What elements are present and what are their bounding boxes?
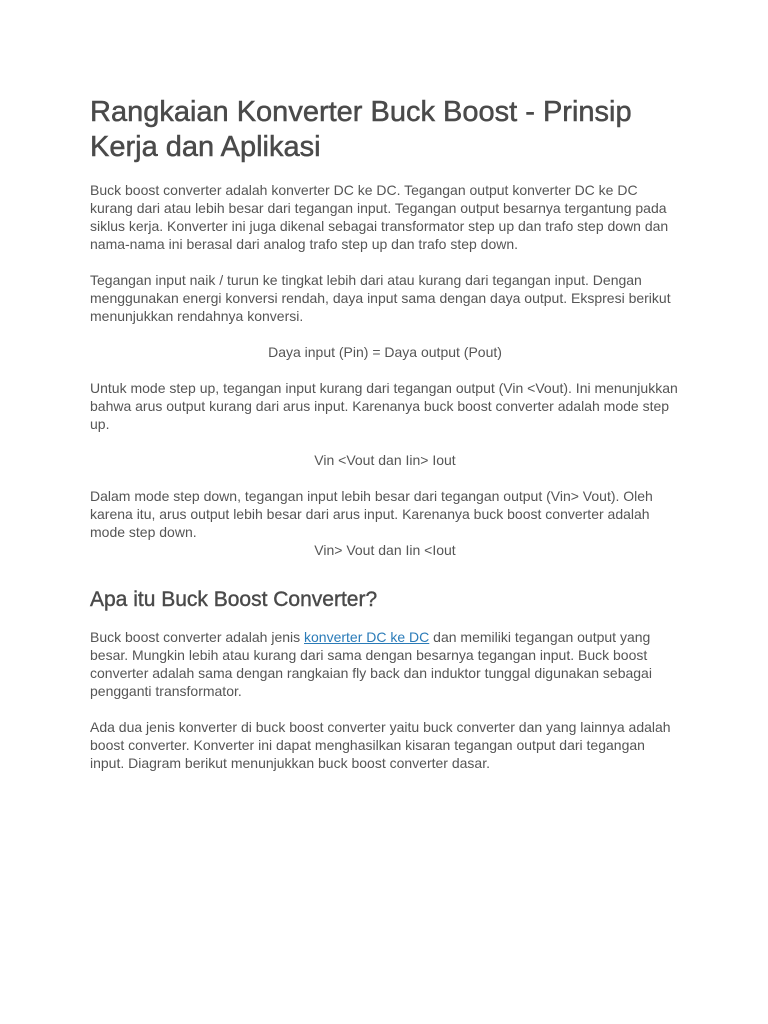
paragraph-step-down: Dalam mode step down, tegangan input lebih besar dari tegangan output (Vin> Vout). Oleh karena itu, arus output lebih besar dari arus input. Karenanya buck boost converter adalah mode step down. <box>90 488 653 540</box>
paragraph-input-output: Tegangan input naik / turun ke tingkat lebih dari atau kurang dari tegangan input. Dengan menggunakan energi konversi rendah, daya input sama dengan daya output. Ekspresi berikut menunjukkan rendahnya konversi. <box>90 272 671 324</box>
paragraph-definition <box>90 628 680 700</box>
article <box>90 95 680 790</box>
formula-power: Daya input (Pin) = Daya output (Pout) <box>268 344 502 360</box>
formula-step-down: Vin> Vout dan Iin <Iout <box>314 542 456 558</box>
page-title: Rangkaian Konverter Buck Boost - Prinsip Kerja dan Aplikasi <box>90 96 632 163</box>
section-heading: Apa itu Buck Boost Converter? <box>90 588 378 611</box>
paragraph-step-up: Untuk mode step up, tegangan input kurang dari tegangan output (Vin <Vout). Ini menunjukkan bahwa arus output kurang dari arus input. Karenanya buck boost converter adalah mode step up. <box>90 380 678 432</box>
dc-dc-converter-link[interactable]: konverter DC ke DC <box>304 629 430 645</box>
definition-text-start: Buck boost converter adalah jenis <box>90 629 305 645</box>
paragraph-types: Ada dua jenis konverter di buck boost converter yaitu buck converter dan yang lainnya adalah boost converter. Konverter ini dapat menghasilkan kisaran tegangan output dari tegangan input. Diagram berikut menunjukkan buck boost converter dasar. <box>90 719 671 771</box>
intro-paragraph: Buck boost converter adalah konverter DC ke DC. Tegangan output konverter DC ke DC kurang dari atau lebih besar dari tegangan input. Tegangan output besarnya tergantung pada siklus kerja. Konverter ini juga dikenal sebagai transformator step up dan trafo step down dan nama-nama ini berasal dari analog trafo step up dan trafo step down. <box>90 182 669 252</box>
formula-step-up: Vin <Vout dan Iin> Iout <box>314 452 456 468</box>
definition-text-end: dan memiliki tegangan output yang besar. Mungkin lebih atau kurang dari sama dengan besarnya tegangan input. Buck boost converter adalah sama dengan rangkaian fly back dan induktor tunggal digunakan sebagai pengganti transformator. <box>90 629 652 699</box>
